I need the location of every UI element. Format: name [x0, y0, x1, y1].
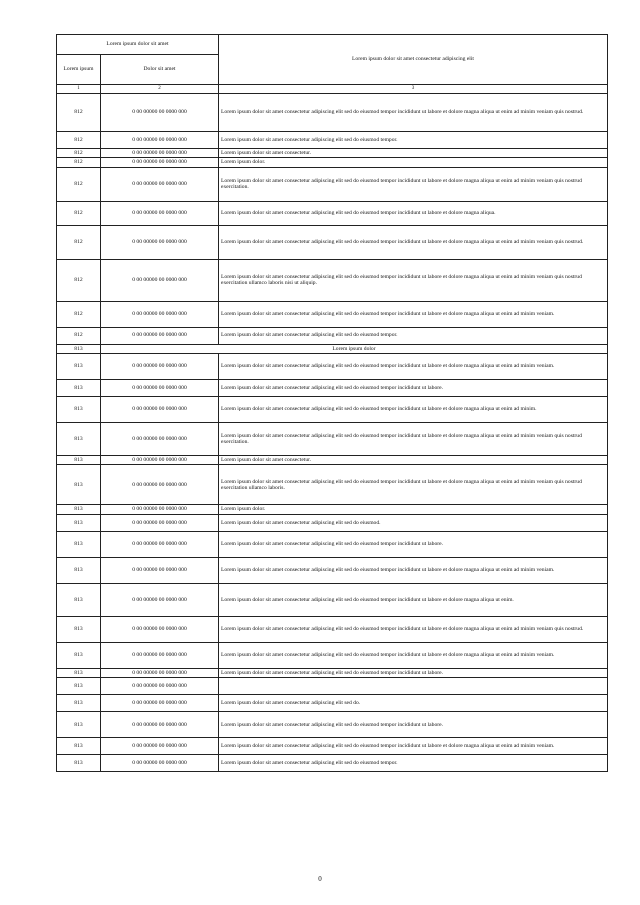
table-row [57, 423, 608, 456]
admin-code-cell: 813 [57, 668, 101, 677]
admin-code-cell: 813 [57, 380, 101, 397]
budget-code-cell: 0 00 00000 00 0000 000 [101, 642, 219, 668]
revenue-name-cell: Lorem ipsum dolor sit amet consectetur adipiscing elit sed do eiusmod tempor incididunt ut labore et dolore magna aliqua ut enim ad minim veniam quis nostrud. [219, 616, 608, 642]
budget-code-cell: 0 00 00000 00 0000 000 [101, 616, 219, 642]
budget-code-cell: 0 00 00000 00 0000 000 [101, 158, 219, 167]
admin-code-cell: 812 [57, 158, 101, 167]
header-code-column: Dolor sit amet [101, 55, 219, 85]
table-row [57, 695, 608, 712]
budget-code-cell: 0 00 00000 00 0000 000 [101, 201, 219, 225]
revenue-name-cell: Lorem ipsum dolor sit amet consectetur adipiscing elit sed do eiusmod. [219, 514, 608, 531]
budget-code-cell: 0 00 00000 00 0000 000 [101, 397, 219, 423]
admin-code-cell: 813 [57, 514, 101, 531]
revenue-name-cell: Lorem ipsum dolor sit amet consectetur adipiscing elit sed do eiusmod tempor. [219, 755, 608, 772]
revenue-name-cell: Lorem ipsum dolor sit amet consectetur adipiscing elit sed do eiusmod tempor incididunt ut labore et dolore magna aliqua ut enim ad minim veniam. [219, 301, 608, 327]
revenue-name-cell: Lorem ipsum dolor sit amet consectetur adipiscing elit sed do eiusmod tempor incididunt ut labore et dolore magna aliqua ut enim. [219, 583, 608, 616]
budget-code-cell: 0 00 00000 00 0000 000 [101, 505, 219, 514]
budget-code-cell: 0 00 00000 00 0000 000 [101, 327, 219, 344]
budget-code-cell: 0 00 00000 00 0000 000 [101, 131, 219, 148]
column-number-1: 1 [57, 85, 101, 94]
budget-code-cell: 0 00 00000 00 0000 000 [101, 531, 219, 557]
table-row [57, 616, 608, 642]
table-row [57, 327, 608, 344]
admin-code-cell: 813 [57, 397, 101, 423]
table-row [57, 93, 608, 131]
admin-code-cell: 812 [57, 259, 101, 301]
budget-code-cell: 0 00 00000 00 0000 000 [101, 423, 219, 456]
table-row [57, 354, 608, 380]
admin-code-cell: 813 [57, 738, 101, 755]
admin-code-cell: 813 [57, 755, 101, 772]
table-row [57, 668, 608, 677]
admin-code-cell: 812 [57, 327, 101, 344]
revenue-name-cell: Lorem ipsum dolor. [219, 505, 608, 514]
budget-code-cell: 0 00 00000 00 0000 000 [101, 738, 219, 755]
admin-code-cell: 812 [57, 225, 101, 259]
budget-code-cell: 0 00 00000 00 0000 000 [101, 583, 219, 616]
revenue-name-cell: Lorem ipsum dolor sit amet consectetur adipiscing elit sed do eiusmod tempor incididunt ut labore et dolore magna aliqua ut enim ad minim veniam quis nostrud exercitation ullamco laboris nisi ut aliquip. [219, 259, 608, 301]
revenue-name-cell: Lorem ipsum dolor sit amet consectetur adipiscing elit sed do eiusmod tempor incididunt ut labore. [219, 531, 608, 557]
table-row [57, 738, 608, 755]
page-number: 0 [318, 875, 322, 883]
table-row [57, 755, 608, 772]
revenue-name-cell: Lorem ipsum dolor sit amet consectetur adipiscing elit sed do eiusmod tempor incididunt ut labore et dolore magna aliqua ut enim ad minim veniam quis nostrud exercitation. [219, 167, 608, 201]
revenue-name-cell: Lorem ipsum dolor sit amet consectetur. [219, 456, 608, 465]
table-row [57, 397, 608, 423]
revenue-name-cell: Lorem ipsum dolor sit amet consectetur adipiscing elit sed do eiusmod tempor incididunt ut labore. [219, 668, 608, 677]
budget-code-cell: 0 00 00000 00 0000 000 [101, 668, 219, 677]
table-row [57, 514, 608, 531]
admin-code-cell: 812 [57, 93, 101, 131]
revenue-name-cell: Lorem ipsum dolor sit amet consectetur adipiscing elit sed do eiusmod tempor incididunt ut labore et dolore magna aliqua ut enim ad minim veniam quis nostrud. [219, 225, 608, 259]
table-header [57, 35, 608, 94]
table-row [57, 465, 608, 505]
budget-code-cell: 0 00 00000 00 0000 000 [101, 93, 219, 131]
revenue-name-cell: Lorem ipsum dolor sit amet consectetur adipiscing elit sed do. [219, 695, 608, 712]
revenue-name-cell [219, 678, 608, 695]
budget-code-cell: 0 00 00000 00 0000 000 [101, 148, 219, 157]
budget-code-cell: 0 00 00000 00 0000 000 [101, 557, 219, 583]
header-classification-code: Lorem ipsum dolor sit amet [57, 35, 219, 55]
table-row [57, 158, 608, 167]
section-row [57, 344, 608, 353]
table-row [57, 583, 608, 616]
revenue-name-cell: Lorem ipsum dolor sit amet consectetur. [219, 148, 608, 157]
revenue-name-cell: Lorem ipsum dolor sit amet consectetur adipiscing elit sed do eiusmod tempor incididunt ut labore. [219, 712, 608, 738]
revenue-name-cell: Lorem ipsum dolor sit amet consectetur adipiscing elit sed do eiusmod tempor incididunt ut labore et dolore magna aliqua ut enim ad minim veniam. [219, 738, 608, 755]
table-row [57, 259, 608, 301]
table-row [57, 456, 608, 465]
admin-code-cell: 813 [57, 642, 101, 668]
admin-code-cell: 813 [57, 505, 101, 514]
budget-code-cell: 0 00 00000 00 0000 000 [101, 695, 219, 712]
budget-code-cell: 0 00 00000 00 0000 000 [101, 301, 219, 327]
budget-code-cell: 0 00 00000 00 0000 000 [101, 465, 219, 505]
table-row [57, 167, 608, 201]
table-row [57, 531, 608, 557]
budget-code-cell: 0 00 00000 00 0000 000 [101, 755, 219, 772]
table-row [57, 678, 608, 695]
budget-code-cell: 0 00 00000 00 0000 000 [101, 678, 219, 695]
section-title-cell: Lorem ipsum dolor [101, 344, 608, 353]
admin-code-cell: 812 [57, 148, 101, 157]
budget-code-cell: 0 00 00000 00 0000 000 [101, 259, 219, 301]
table-row [57, 201, 608, 225]
admin-code-cell: 813 [57, 695, 101, 712]
admin-code-cell: 813 [57, 712, 101, 738]
budget-code-cell: 0 00 00000 00 0000 000 [101, 380, 219, 397]
table-row [57, 225, 608, 259]
budget-code-cell: 0 00 00000 00 0000 000 [101, 167, 219, 201]
admin-code-cell: 813 [57, 583, 101, 616]
admin-code-cell: 812 [57, 131, 101, 148]
admin-code-cell: 813 [57, 616, 101, 642]
revenue-name-cell: Lorem ipsum dolor sit amet consectetur adipiscing elit sed do eiusmod tempor. [219, 131, 608, 148]
budget-code-cell: 0 00 00000 00 0000 000 [101, 354, 219, 380]
revenue-name-cell: Lorem ipsum dolor sit amet consectetur adipiscing elit sed do eiusmod tempor incididunt ut labore et dolore magna aliqua ut enim ad minim veniam. [219, 557, 608, 583]
header-name-column: Lorem ipsum dolor sit amet consectetur adipiscing elit [219, 35, 608, 85]
table-row [57, 557, 608, 583]
admin-code-cell: 813 [57, 354, 101, 380]
table-row [57, 642, 608, 668]
admin-code-cell: 813 [57, 456, 101, 465]
revenue-name-cell: Lorem ipsum dolor. [219, 158, 608, 167]
budget-code-cell: 0 00 00000 00 0000 000 [101, 712, 219, 738]
table-row [57, 301, 608, 327]
admin-code-cell: 812 [57, 201, 101, 225]
revenue-name-cell: Lorem ipsum dolor sit amet consectetur adipiscing elit sed do eiusmod tempor incididunt ut labore et dolore magna aliqua ut enim ad minim veniam quis nostrud exercitation. [219, 423, 608, 456]
admin-code-cell: 813 [57, 557, 101, 583]
revenue-name-cell: Lorem ipsum dolor sit amet consectetur adipiscing elit sed do eiusmod tempor incididunt ut labore et dolore magna aliqua ut enim ad minim veniam quis nostrud. [219, 93, 608, 131]
revenue-name-cell: Lorem ipsum dolor sit amet consectetur adipiscing elit sed do eiusmod tempor incididunt ut labore et dolore magna aliqua ut enim ad minim veniam quis nostrud exercitation ullamco laboris. [219, 465, 608, 505]
revenue-name-cell: Lorem ipsum dolor sit amet consectetur adipiscing elit sed do eiusmod tempor incididunt ut labore et dolore magna aliqua ut enim ad minim veniam. [219, 642, 608, 668]
header-admin-column: Lorem ipsum [57, 55, 101, 85]
admin-code-cell: 813 [57, 423, 101, 456]
column-number-2: 2 [101, 85, 219, 94]
admin-code-cell: 813 [57, 678, 101, 695]
table-row [57, 380, 608, 397]
column-number-3: 3 [219, 85, 608, 94]
table-row [57, 148, 608, 157]
revenue-name-cell: Lorem ipsum dolor sit amet consectetur adipiscing elit sed do eiusmod tempor incididunt ut labore et dolore magna aliqua ut enim ad minim. [219, 397, 608, 423]
revenue-name-cell: Lorem ipsum dolor sit amet consectetur adipiscing elit sed do eiusmod tempor incididunt ut labore et dolore magna aliqua. [219, 201, 608, 225]
budget-code-cell: 0 00 00000 00 0000 000 [101, 514, 219, 531]
table-body [57, 93, 608, 772]
admin-code-cell: 812 [57, 301, 101, 327]
revenue-name-cell: Lorem ipsum dolor sit amet consectetur adipiscing elit sed do eiusmod tempor incididunt ut labore et dolore magna aliqua ut enim ad minim veniam. [219, 354, 608, 380]
table-row [57, 505, 608, 514]
budget-code-cell: 0 00 00000 00 0000 000 [101, 456, 219, 465]
admin-code-cell: 813 [57, 344, 101, 353]
budget-classification-table [56, 34, 608, 772]
admin-code-cell: 813 [57, 531, 101, 557]
table-row [57, 712, 608, 738]
table-row [57, 131, 608, 148]
budget-code-cell: 0 00 00000 00 0000 000 [101, 225, 219, 259]
revenue-name-cell: Lorem ipsum dolor sit amet consectetur adipiscing elit sed do eiusmod tempor incididunt ut labore. [219, 380, 608, 397]
admin-code-cell: 812 [57, 167, 101, 201]
revenue-name-cell: Lorem ipsum dolor sit amet consectetur adipiscing elit sed do eiusmod tempor. [219, 327, 608, 344]
admin-code-cell: 813 [57, 465, 101, 505]
